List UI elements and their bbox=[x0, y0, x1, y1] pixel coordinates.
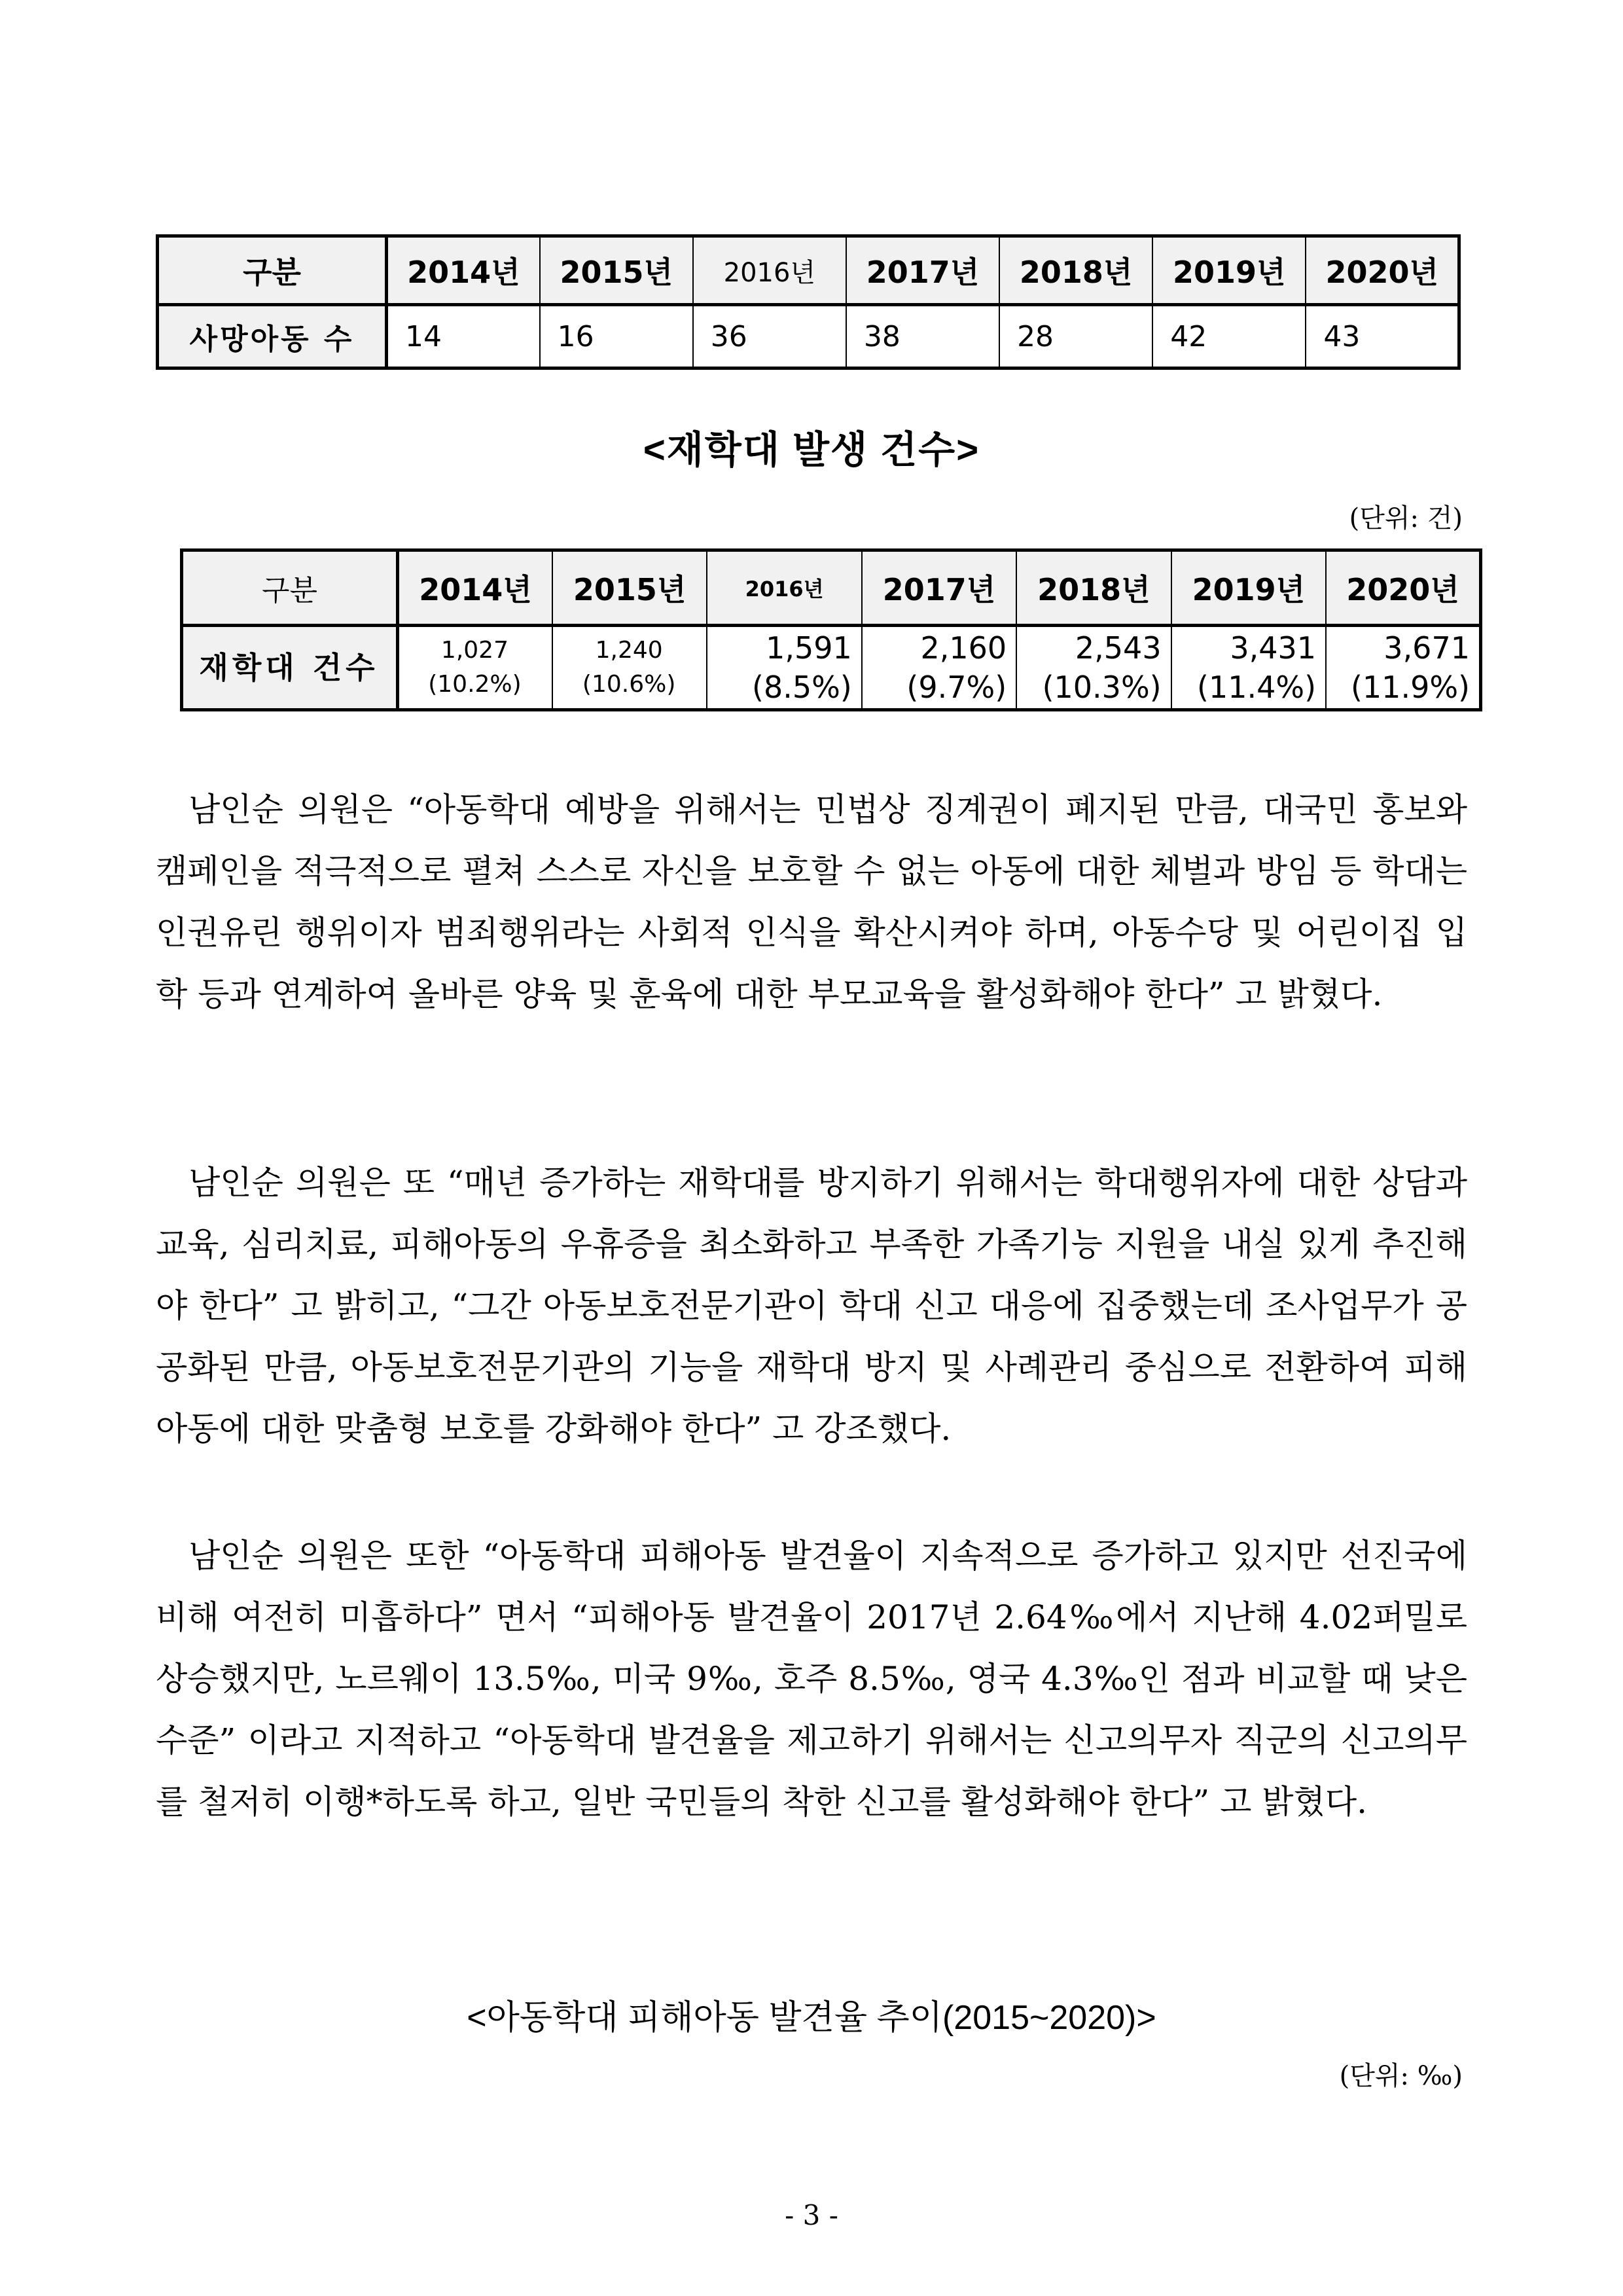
table-header-row bbox=[182, 550, 1481, 626]
header-cell: 2014년 bbox=[387, 236, 540, 305]
rate-value: (11.9%) bbox=[1350, 670, 1470, 705]
page-number: - 3 - bbox=[785, 2199, 838, 2231]
count-value: 1,240 bbox=[595, 637, 663, 664]
header-cell: 2015년 bbox=[540, 236, 693, 305]
header-cell: 2016년 bbox=[707, 550, 861, 626]
count-value: 1,027 bbox=[440, 637, 508, 664]
rate-value: (10.2%) bbox=[428, 671, 522, 698]
body-paragraph: 남인순 의원은 또 “매년 증가하는 재학대를 방지하기 위해서는 학대행위자에 대한 상담과 교육, 심리치료, 피해아동의 우휴증을 최소화하고 부족한 가족기능 지원을 내실 있게 추진해야 한다” 고 밝히고, “그간 아동보호전문기관이 학대 신고 대응에 집중했는데 조사업무가 공공화된 만큼, 아동보호전문기관의 기능을 재학대 방지 및 사례관리 중심으로 전환하여 피해아동에 대한 맞춤형 보호를 강화해야 한다” 고 강조했다. bbox=[156, 1164, 1467, 1448]
table-row bbox=[182, 626, 1481, 710]
count-value: 3,671 bbox=[1383, 630, 1470, 666]
value-cell: 43 bbox=[1306, 305, 1459, 368]
death-count-table bbox=[156, 234, 1461, 370]
chart-title: <아동학대 피해아동 발견율 추이(2015~2020)> bbox=[467, 1999, 1156, 2037]
header-cell: 2018년 bbox=[1016, 550, 1171, 626]
value-cell: 38 bbox=[846, 305, 999, 368]
count-value: 3,431 bbox=[1230, 630, 1317, 666]
header-cell: 2020년 bbox=[1326, 550, 1480, 626]
value-cell bbox=[1326, 626, 1480, 710]
row-label: 사망아동 수 bbox=[158, 305, 387, 368]
value-cell: 42 bbox=[1152, 305, 1306, 368]
count-value: 2,160 bbox=[920, 630, 1007, 666]
header-cell: 2017년 bbox=[862, 550, 1016, 626]
rate-value: (9.7%) bbox=[906, 670, 1007, 705]
repeat-abuse-table bbox=[180, 548, 1482, 711]
rate-value: (10.6%) bbox=[582, 671, 676, 698]
header-cell: 2020년 bbox=[1306, 236, 1459, 305]
header-cell: 2018년 bbox=[999, 236, 1152, 305]
header-cell: 구분 bbox=[182, 550, 398, 626]
value-cell bbox=[398, 626, 552, 710]
rate-value: (8.5%) bbox=[752, 670, 852, 705]
header-cell: 2015년 bbox=[552, 550, 707, 626]
rate-value: (10.3%) bbox=[1042, 670, 1162, 705]
value-cell: 16 bbox=[540, 305, 693, 368]
unit-label: (단위: ‰) bbox=[1339, 2061, 1463, 2091]
count-value: 1,591 bbox=[766, 630, 852, 666]
body-paragraph: 남인순 의원은 또한 “아동학대 피해아동 발견율이 지속적으로 증가하고 있지만 선진국에 비해 여전히 미흡하다” 면서 “피해아동 발견율이 2017년 2.64‰에서 지난해 4.02퍼밀로 상승했지만, 노르웨이 13.5‰, 미국 9‰, 호주 8.5‰, 영국 4.3‰인 점과 비교할 때 낮은 수준” 이라고 지적하고 “아동학대 발견율을 제고하기 위해서는 신고의무자 직군의 신고의무를 철저히 이행*하도록 하고, 일반 국민들의 착한 신고를 활성화해야 한다” 고 밝혔다. bbox=[156, 1537, 1467, 1821]
header-cell: 구분 bbox=[158, 236, 387, 305]
table-header-row bbox=[158, 236, 1459, 305]
header-cell: 2014년 bbox=[398, 550, 552, 626]
value-cell bbox=[862, 626, 1016, 710]
row-label: 재학대 건수 bbox=[182, 626, 398, 710]
value-cell: 36 bbox=[693, 305, 846, 368]
value-cell bbox=[707, 626, 861, 710]
table-title: <재학대 발생 건수> bbox=[643, 429, 980, 471]
body-paragraph: 남인순 의원은 “아동학대 예방을 위해서는 민법상 징계권이 폐지된 만큼, 대국민 홍보와 캠페인을 적극적으로 펼쳐 스스로 자신을 보호할 수 없는 아동에 대한 체벌과 방임 등 학대는 인권유린 행위이자 범죄행위라는 사회적 인식을 확산시켜야 하며, 아동수당 및 어린이집 입학 등과 연계하여 올바른 양육 및 훈육에 대한 부모교육을 활성화해야 한다” 고 밝혔다. bbox=[156, 791, 1467, 1013]
table-row bbox=[158, 305, 1459, 368]
count-value: 2,543 bbox=[1075, 630, 1162, 666]
value-cell: 28 bbox=[999, 305, 1152, 368]
value-cell bbox=[552, 626, 707, 710]
header-cell: 2019년 bbox=[1171, 550, 1326, 626]
rate-value: (11.4%) bbox=[1197, 670, 1317, 705]
unit-label: (단위: 건) bbox=[1349, 503, 1463, 533]
header-cell: 2017년 bbox=[846, 236, 999, 305]
value-cell bbox=[1016, 626, 1171, 710]
value-cell bbox=[1171, 626, 1326, 710]
value-cell: 14 bbox=[387, 305, 540, 368]
header-cell: 2016년 bbox=[693, 236, 846, 305]
header-cell: 2019년 bbox=[1152, 236, 1306, 305]
